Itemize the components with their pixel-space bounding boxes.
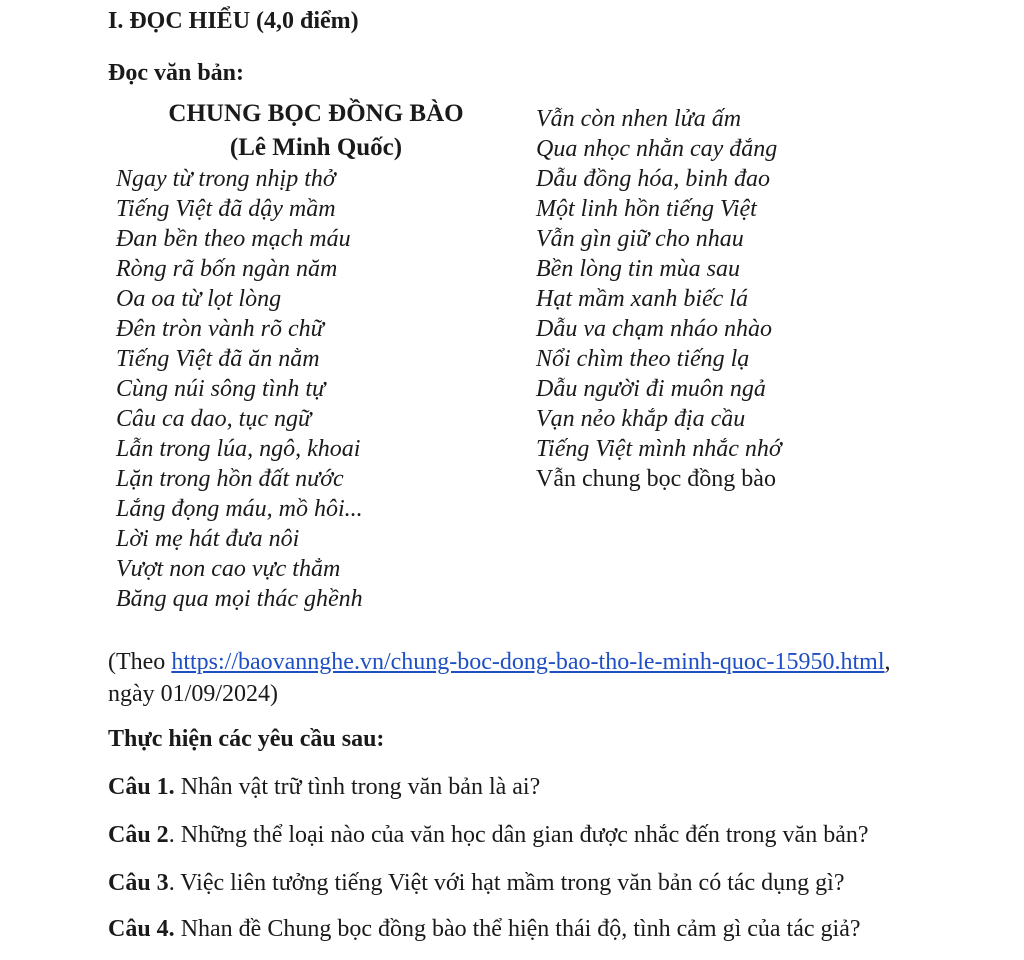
poem-line: Băng qua mọi thác ghềnh [116, 586, 363, 612]
poem-line: Đên tròn vành rõ chữ [116, 316, 324, 342]
question-1 [108, 774, 540, 801]
poem-line: Bền lòng tin mùa sau [536, 256, 740, 282]
poem-line: Vẫn gìn giữ cho nhau [536, 226, 744, 252]
source-link[interactable]: https://baovannghe.vn/chung-boc-dong-bao-tho-le-minh-quoc-15950.html [171, 649, 885, 675]
poem-line: Qua nhọc nhằn cay đắng [536, 136, 778, 162]
poem-line: Vẫn còn nhen lửa ấm [536, 106, 742, 132]
poem-line: Vượt non cao vực thẳm [116, 556, 341, 582]
question-label: Câu 3 [108, 870, 169, 896]
question-2 [108, 822, 869, 849]
poem-line: Cùng núi sông tình tự [116, 376, 326, 402]
question-label: Câu 1. [108, 774, 175, 800]
question-text: Nhan đề Chung bọc đồng bào thể hiện thái độ, tình cảm gì của tác giả? [174, 916, 861, 942]
poem-line: Oa oa từ lọt lòng [116, 286, 282, 312]
question-text: . Những thể loại nào của văn học dân gian được nhắc đến trong văn bản? [168, 822, 869, 848]
question-3 [108, 870, 844, 897]
poem-title: CHUNG BỌC ĐỒNG BÀO [168, 100, 464, 127]
poem-line: Lắng đọng máu, mồ hôi... [116, 496, 363, 522]
source-citation [108, 646, 908, 710]
poem-line: Ngay từ trong nhịp thở [116, 166, 336, 192]
question-text: . Việc liên tưởng tiếng Việt với hạt mầm trong văn bản có tác dụng gì? [168, 870, 845, 896]
task-title: Thực hiện các yêu cầu sau: [108, 726, 385, 752]
poem-line: Lặn trong hồn đất nước [116, 466, 344, 492]
poem-line: Dẫu người đi muôn ngả [536, 376, 766, 402]
poem-line: Ròng rã bốn ngàn năm [116, 256, 338, 282]
poem-line: Một linh hồn tiếng Việt [536, 196, 757, 222]
poem-line: Câu ca dao, tục ngữ [116, 406, 312, 432]
question-label: Câu 4. [108, 916, 175, 942]
poem-line: Dẫu va chạm nháo nhào [536, 316, 772, 342]
poem-line: Dẫu đồng hóa, binh đao [536, 166, 770, 192]
poem-line: Tiếng Việt đã ăn nằm [116, 346, 320, 372]
poem-line: Vạn nẻo khắp địa cầu [536, 406, 746, 432]
question-label: Câu 2 [108, 822, 169, 848]
poem-line: Lời mẹ hát đưa nôi [116, 526, 300, 552]
poem-line: Lẫn trong lúa, ngô, khoai [116, 436, 361, 462]
poem-line: Tiếng Việt mình nhắc nhớ [536, 436, 782, 462]
poem-line: Hạt mầm xanh biếc lá [536, 286, 748, 312]
section-heading: I. ĐỌC HIỂU (4,0 điểm) [108, 8, 359, 34]
source-date: , ngày 01/09/2024) [108, 649, 891, 707]
poem-line: Vẫn chung bọc đồng bào [536, 466, 776, 492]
poem-line: Đan bền theo mạch máu [116, 226, 351, 252]
poem-right-column [536, 104, 782, 494]
poem-left-column [116, 164, 363, 614]
poem-line: Nổi chìm theo tiếng lạ [536, 346, 750, 372]
poem-line: Tiếng Việt đã dậy mầm [116, 196, 336, 222]
poem-author: (Lê Minh Quốc) [229, 134, 403, 161]
question-4 [108, 916, 861, 943]
read-label: Đọc văn bản: [108, 60, 245, 86]
question-text: Nhân vật trữ tình trong văn bản là ai? [174, 774, 541, 800]
source-prefix: (Theo [108, 649, 172, 675]
